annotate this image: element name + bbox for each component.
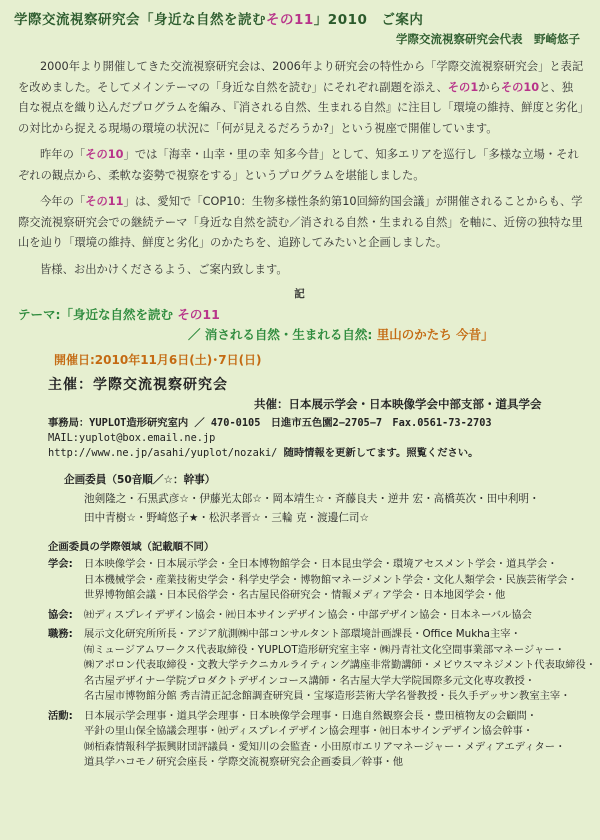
field-line: 名古屋市博物館分館 秀吉清正記念館調査研究員・宝塚造形芸術大学名誉教授・長久手デッサン教室主宰・ <box>84 690 571 702</box>
field-line: 名古屋デザイナー学院プロダクトデザインコース講師・名古屋大学大学院国際多元文化専攻教授・ <box>84 674 536 687</box>
contact-url-note: 随時情報を更新してます。照覧ください。 <box>283 447 479 459</box>
field-line: ㈱アポロン代表取締役・文教大学テクニカルライティング講座非常勤講師・メビウスマネジメント代表取締役・ <box>84 659 597 671</box>
field-line: 道具学ハコモノ研究会座長・学際交流視察研究会企画委員／幹事・他 <box>84 756 404 768</box>
theme-line-1 <box>18 305 586 325</box>
intro-paragraph-4 <box>18 260 584 281</box>
title-edition: その11 <box>266 12 314 28</box>
event-date: 開催日:2010年11月6日(土)･7日(日) <box>54 353 262 367</box>
intro-p1-text-c: と、独自な視点を織り込んだプログラムを編み、『消される自然、生まれる自然』に注目し「環境の維持、鮮度と劣化」の対比から捉える現場の環境の状況に「何が見えるだろうか?」という視座で開催しています。 <box>18 80 584 135</box>
intro-p1-em1: その1 <box>447 80 479 94</box>
field-label: 学会: <box>48 558 73 570</box>
contact-url-line <box>48 446 586 461</box>
contact-mail[interactable]: MAIL:yuplot@box.email.ne.jp <box>48 432 216 444</box>
intro-text <box>14 57 586 280</box>
field-row-gakkai <box>48 557 586 604</box>
field-row-kyokai <box>48 608 586 624</box>
author-line: 学際交流視察研究会代表 野崎悠子 <box>396 32 580 46</box>
field-label: 協会: <box>48 608 73 621</box>
organizer: 主催：学際交流視察研究会 <box>48 377 228 393</box>
fields-list <box>14 557 597 771</box>
field-line: ㈲ミュージアムワークス代表取締役・YUPLOT造形研究室主宰・㈱丹青社文化空間事業部マネージャー・ <box>84 643 565 656</box>
committee-heading: 企画委員（50音順／☆：幹事） <box>64 474 216 486</box>
intro-p3-text-a: 今年の「 <box>40 195 86 208</box>
intro-p1-text-a: 2000年より開催してきた交流視察研究会は、2006年より研究会の特性から「学際交流視察研究会」と表記を改めました。そしてメインテーマの「身近な自然を読む」にそれぞれ副題を添え、 <box>18 60 584 94</box>
theme-sub: 消される自然・生まれる自然: <box>204 327 373 342</box>
intro-p1-text-b: から <box>478 80 501 94</box>
cosponsor: 共催：日本展示学会・日本映像学会中部支部・道具学会 <box>254 397 542 411</box>
theme-edition: その11 <box>177 307 220 322</box>
field-line: 世界博物館会議・日本民俗学会・名古屋民俗研究会・情報メディア学会・日本地図学会・他 <box>84 589 506 601</box>
theme-sub2: 里山のかたち 今昔」 <box>376 327 494 342</box>
ki-marker: 記 <box>294 288 306 300</box>
field-line: 日本映像学会・日本展示学会・全日本博物館学会・日本昆虫学会・環境アセスメント学会・道具学会・ <box>84 558 558 570</box>
field-label: 活動: <box>48 709 73 722</box>
field-line: 展示文化研究所所長・アジア航測㈱中部コンサルタント部環境計画課長・Office Mukha主宰・ <box>84 628 521 640</box>
title-part1: 学際交流視察研究会「身近な自然を読む <box>14 12 266 28</box>
field-row-katsudo <box>48 709 586 771</box>
fields-heading: 企画委員の学際領域（記載順不同） <box>48 541 215 553</box>
page-title <box>14 8 586 28</box>
title-part3: 」2010 ご案内 <box>313 12 424 28</box>
intro-p3-text-b: 」は、愛知で「COP10：生物多様性条約第10回締約国会議」が開催されることからも、学際交流視察研究会での継続テーマ「身近な自然を読む／消される自然・生まれる自然」を軸に、近傍の独特な里山を辿り「環境の維持、鮮度と劣化」のかたちを、追跡してみたいと企画しました。 <box>18 195 583 249</box>
field-line: ㈳ディスプレイデザイン協会・㈳日本サインデザイン協会・中部デザイン協会・日本ネーバル協会 <box>84 608 532 621</box>
theme-slash: ／ <box>188 327 201 342</box>
intro-p2-text-a: 昨年の「 <box>40 148 86 161</box>
field-line: 平針の里山保全協議会理事・㈳ディスプレイデザイン協会理事・㈳日本サインデザイン協会幹事・ <box>84 725 534 737</box>
field-line: ㈶栢森情報科学振興財団評議員・愛知川の会監査・小田原市エリアマネージャー・メディアエディター・ <box>84 740 566 753</box>
theme-line-2 <box>18 325 586 345</box>
field-line: 日本機械学会・産業技術史学会・科学史学会・博物館マネージメント学会・文化人類学会・民族芸術学会・ <box>84 573 578 586</box>
theme-block <box>14 305 586 345</box>
contact-block <box>14 416 586 461</box>
theme-main: 身近な自然を読む <box>73 307 174 322</box>
intro-p2-em: その10 <box>85 148 124 161</box>
contact-office: 事務局：YUPLOT造形研究室内 ／ 470-0105 日進市五色園2−2705−7 Fax.0561-73-2703 <box>48 417 492 429</box>
contact-url[interactable]: http://www.ne.jp/asahi/yuplot/nozaki/ <box>48 447 278 459</box>
committee-names-2: 田中青樹☆・野崎悠子★・松沢孝晋☆・三輪 克・渡邊仁司☆ <box>84 512 370 524</box>
intro-paragraph-1 <box>18 57 584 139</box>
committee-names-1: 池剣隆之・石黒武彦☆・伊藤光太郎☆・岡本靖生☆・斉藤良夫・逆井 宏・高橋英次・田中利明・ <box>84 493 540 505</box>
committee-block <box>14 471 586 528</box>
theme-label: テーマ:「 <box>18 307 73 322</box>
intro-paragraph-3 <box>18 192 584 254</box>
intro-paragraph-2 <box>18 145 584 186</box>
intro-p1-em2: その10 <box>500 80 540 94</box>
field-label: 職務: <box>48 628 73 640</box>
field-line: 日本展示学会理事・道具学会理事・日本映像学会理事・日進自然観察会長・豊田植物友の会顧問・ <box>84 709 538 722</box>
intro-p4-text: 皆様、お出かけくださるよう、ご案内致します。 <box>40 262 288 276</box>
field-row-shokumu <box>48 627 597 705</box>
intro-p3-em: その11 <box>85 195 124 208</box>
intro-p2-text-b: 」では「海幸・山幸・里の幸 知多今昔」として、知多エリアを巡行し「多様な立場・それぞれの観点から、柔軟な姿勢で視察をする」というプログラムを堪能しました。 <box>18 148 579 182</box>
